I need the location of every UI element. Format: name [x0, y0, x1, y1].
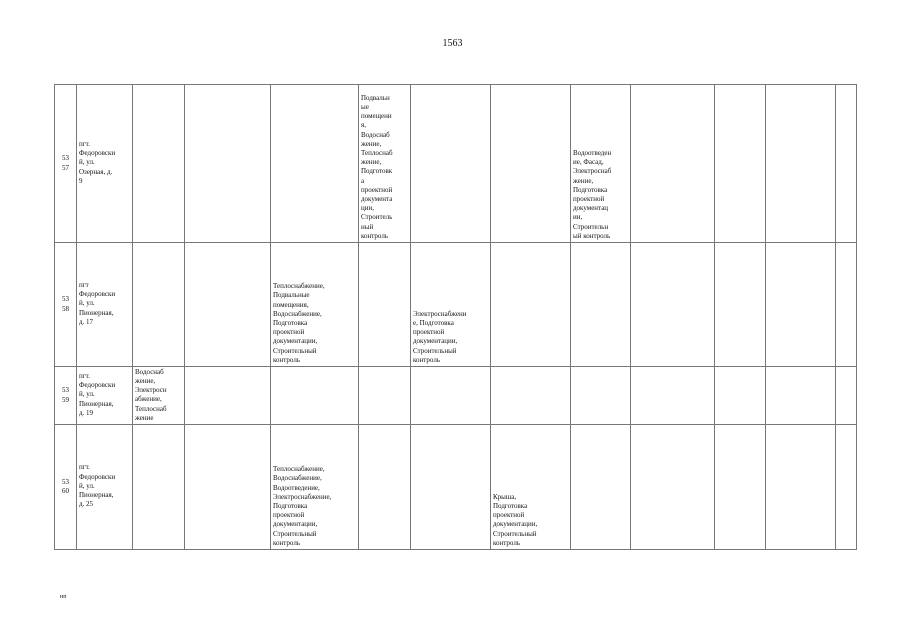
cell-text: Теплоснабжение, Водоснабжение, Водоотведение, Электроснабжение, Подготовка проектной документации, Строительный контроль	[273, 465, 332, 547]
cell-text: Водоотведен ие, Фасад, Электроснаб жение, Подготовка проектной документац ии, Строительн ый контроль	[573, 148, 612, 240]
cell-text: 53 57	[62, 154, 69, 172]
work-cell-col10	[631, 243, 715, 367]
work-cell-col5	[271, 85, 359, 243]
work-cell-col6	[359, 243, 411, 367]
row-number-cell	[55, 367, 77, 425]
cell-text: пгт. Федоровски й, ул. Пионерная, д. 19	[79, 371, 116, 417]
work-cell-col5	[271, 367, 359, 425]
work-cell-col7	[411, 85, 491, 243]
work-cell-col12	[766, 85, 836, 243]
page-number: 1563	[442, 38, 463, 49]
work-cell-col11	[715, 425, 766, 550]
work-cell-col9	[571, 85, 631, 243]
work-cell-col3	[133, 367, 185, 425]
cell-text	[359, 548, 410, 549]
table-row	[55, 367, 857, 425]
address-cell	[77, 243, 133, 367]
work-cell-col10	[631, 367, 715, 425]
work-cell-col3	[133, 425, 185, 550]
address-cell	[77, 85, 133, 243]
cell-text	[836, 548, 856, 549]
work-cell-col12	[766, 367, 836, 425]
cell-text: Теплоснабжение, Подвальные помещения, Водоснабжение, Подготовка проектной документации, Строительный контроль	[273, 282, 325, 364]
cell-text: пгт. Федоровски й, ул. Озерная, д. 9	[79, 139, 116, 185]
cell-text	[411, 548, 490, 549]
table-row	[55, 425, 857, 550]
row-number-cell	[55, 425, 77, 550]
cell-text	[185, 548, 270, 549]
cell-text: Электроснабжени е, Подготовка проектной документации, Строительный контроль	[413, 309, 467, 364]
work-cell-col10	[631, 85, 715, 243]
work-cell-col13	[836, 85, 857, 243]
cell-text: пгт. Федоровски й, ул. Пионерная, д. 25	[79, 463, 116, 509]
work-cell-col11	[715, 243, 766, 367]
work-cell-col8	[491, 425, 571, 550]
work-cell-col4	[185, 85, 271, 243]
work-cell-col8	[491, 85, 571, 243]
work-cell-col13	[836, 243, 857, 367]
cell-text: Водоснаб жение, Электросн абжение, Теплоснаб жение	[135, 367, 167, 422]
work-cell-col3	[133, 243, 185, 367]
row-number-cell	[55, 243, 77, 367]
work-cell-col3	[133, 85, 185, 243]
cell-text: 53 60	[62, 477, 69, 495]
work-cell-col5	[271, 243, 359, 367]
work-cell-col7	[411, 367, 491, 425]
work-cell-col6	[359, 85, 411, 243]
work-cell-col11	[715, 367, 766, 425]
work-cell-col9	[571, 367, 631, 425]
address-cell	[77, 367, 133, 425]
work-cell-col8	[491, 243, 571, 367]
work-cell-col4	[185, 243, 271, 367]
row-number-cell	[55, 85, 77, 243]
footer-mark: нп	[60, 594, 67, 600]
cell-text: пгт Федоровски й, ул. Пионерная, д. 17	[79, 280, 116, 326]
cell-text: 53 58	[62, 295, 69, 313]
work-cell-col5	[271, 425, 359, 550]
work-cell-col6	[359, 367, 411, 425]
table-row	[55, 85, 857, 243]
work-cell-col12	[766, 425, 836, 550]
work-cell-col13	[836, 425, 857, 550]
work-cell-col11	[715, 85, 766, 243]
work-cell-col12	[766, 243, 836, 367]
cell-text	[631, 548, 714, 549]
work-cell-col10	[631, 425, 715, 550]
work-cell-col9	[571, 425, 631, 550]
cell-text	[133, 548, 184, 549]
work-cell-col4	[185, 367, 271, 425]
cell-text: Подвальн ые помещени я, Водоснаб жение, Теплоснаб жение, Подготовк а проектной документа ции, Строитель ный контроль	[361, 93, 393, 240]
work-cell-col8	[491, 367, 571, 425]
table-body	[55, 85, 857, 550]
table-row	[55, 243, 857, 367]
work-cell-col13	[836, 367, 857, 425]
work-schedule-table	[54, 84, 857, 550]
cell-text: 53 59	[62, 386, 69, 404]
address-cell	[77, 425, 133, 550]
cell-text	[766, 548, 835, 549]
work-cell-col7	[411, 243, 491, 367]
work-cell-col9	[571, 243, 631, 367]
work-cell-col7	[411, 425, 491, 550]
work-cell-col4	[185, 425, 271, 550]
work-cell-col6	[359, 425, 411, 550]
cell-text	[715, 548, 765, 549]
cell-text: Крыша, Подготовка проектной документации, Строительный контроль	[493, 492, 538, 547]
cell-text	[571, 548, 630, 549]
